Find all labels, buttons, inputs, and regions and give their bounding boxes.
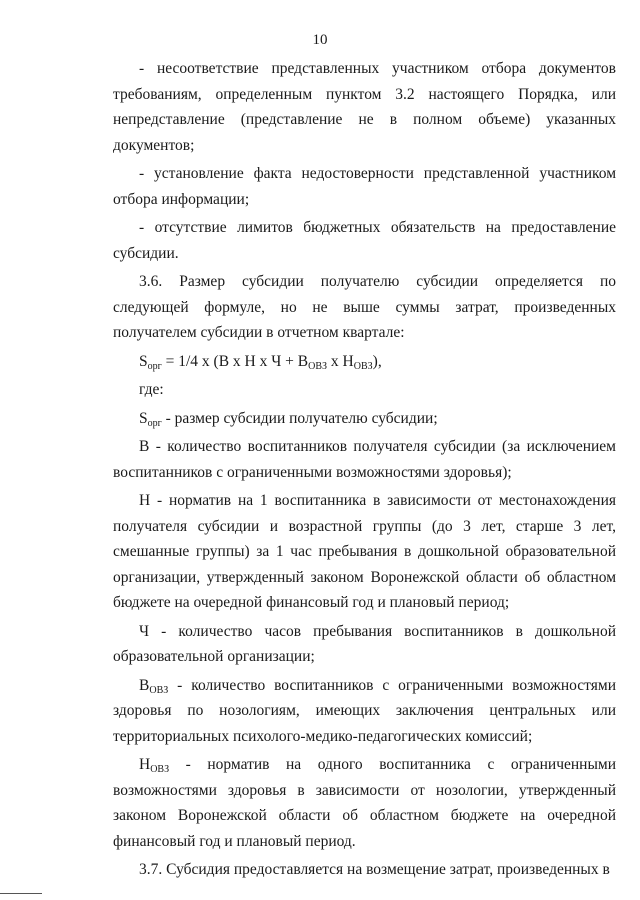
paragraph-criterion-no-limits: - отсутствие лимитов бюджетных обязательств на предоставление субсидии. — [113, 219, 616, 262]
formula-middle: = 1/4 x (В x Н x Ч + В — [161, 352, 309, 370]
paragraph-criterion-false-info: - установление факта недостоверности представленной участником отбора информации; — [113, 165, 616, 208]
paragraph-section-3-7: 3.7. Субсидия предоставляется на возмещение затрат, произведенных в — [139, 861, 610, 878]
def-s-subscript: орг — [147, 417, 162, 429]
paragraph-section-3-6: 3.6. Размер субсидии получателю субсидии определяется по следующей формуле, но не выше суммы затрат, произведенных получателем субсидии в отчетном квартале: — [113, 273, 616, 341]
formula-s-subscript: орг — [147, 360, 162, 372]
where-label: где: — [139, 381, 164, 398]
page-number: 10 — [312, 32, 328, 48]
definition-b: В - количество воспитанников получателя субсидии (за исключением воспитанников с ограниченными возможностями здоровья); — [113, 438, 616, 481]
definition-h-ovz — [113, 752, 616, 854]
formula-s: S — [139, 352, 148, 370]
def-s-text: - размер субсидии получателю субсидии; — [161, 409, 438, 427]
def-bovz-letter: В — [139, 676, 150, 694]
formula-end: ), — [372, 352, 382, 370]
subsidy-formula — [113, 349, 616, 375]
formula-b-subscript: ОВЗ — [308, 360, 328, 372]
formula-h-subscript: ОВЗ — [353, 360, 373, 372]
footer-rule — [0, 893, 42, 894]
def-bovz-text: - количество воспитанников с ограниченными возможностями здоровья по нозологиям, имеющих заключения центральных или территориальных психолого-медико-педагогических комиссий; — [113, 676, 616, 745]
definition-s-org — [113, 406, 616, 432]
document-body — [113, 56, 616, 883]
def-s-letter: S — [139, 409, 148, 427]
def-hovz-subscript: ОВЗ — [150, 764, 170, 775]
def-hovz-letter: Н — [139, 756, 151, 773]
definition-ch: Ч - количество часов пребывания воспитанников в дошкольной образовательной организации; — [113, 622, 616, 665]
definition-h: Н - норматив на 1 воспитанника в зависимости от местонахождения получателя субсидии и возрастной группы (до 3 лет, старше 3 лет, смешанные группы) за 1 час пребывания в дошкольной образовательной организации, утвержденный законом Воронежской области об областном бюджете на очередной финансовый год и плановый период; — [113, 492, 616, 611]
paragraph-criterion-documents: - несоответствие представленных участником отбора документов требованиям, определенным пунктом 3.2 настоящего Порядка, или непредставление (представление не в полном объеме) указанных документов; — [113, 60, 616, 154]
definition-b-ovz — [113, 673, 616, 750]
formula-x: x Н — [327, 352, 354, 370]
def-hovz-text: - норматив на одного воспитанника с ограниченными возможностями здоровья в зависимости от нозологии, утвержденный законом Воронежской области об областном бюджете на очередной финансовый год и плановый период. — [113, 756, 616, 850]
def-bovz-subscript: ОВЗ — [149, 684, 169, 696]
